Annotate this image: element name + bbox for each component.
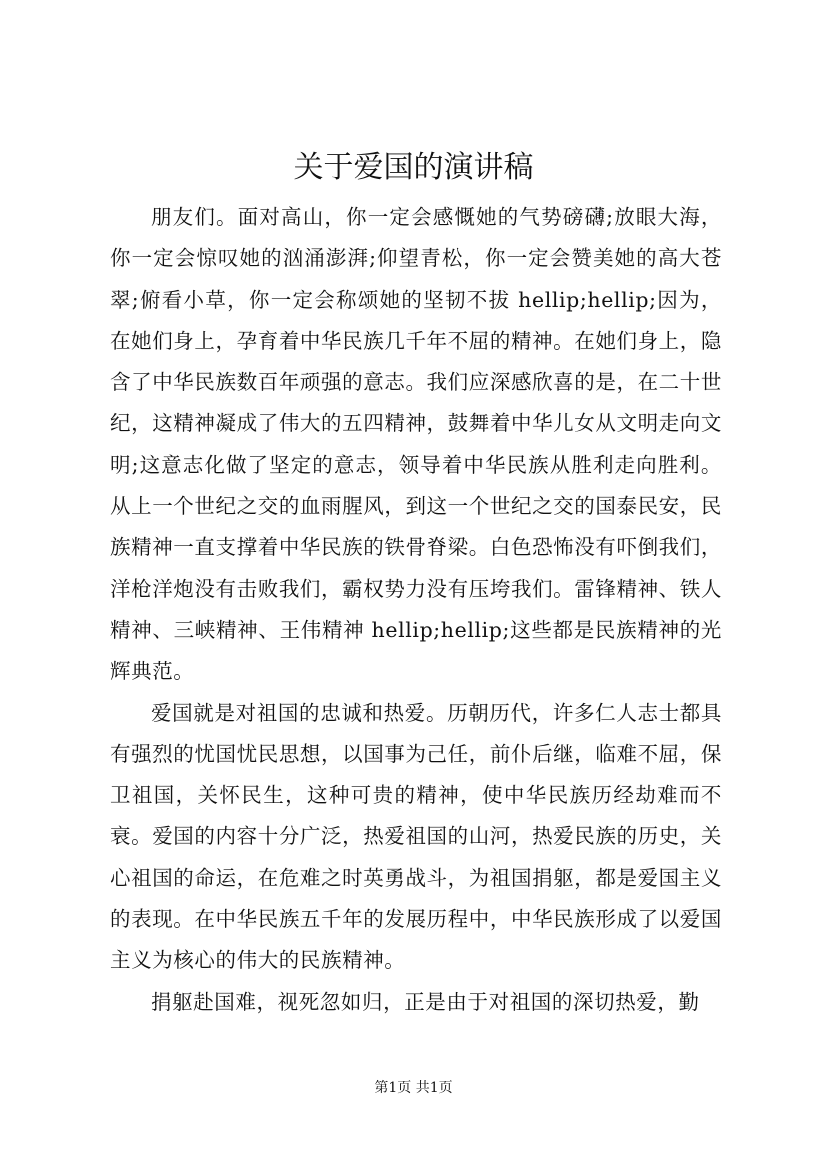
paragraph-2: 爱国就是对祖国的忠诚和热爱。历朝历代，许多仁人志士都具有强烈的忧国忧民思想，以国事为己任，前仆后继，临难不屈，保卫祖国，关怀民生，这种可贵的精神，使中华民族历经劫难而不衰。爱国的内容十分广泛，热爱祖国的山河，热爱民族的历史，关心祖国的命运，在危难之时英勇战斗，为祖国捐躯，都是爱国主义的表现。在中华民族五千年的发展历程中，中华民族形成了以爱国主义为核心的伟大的民族精神。 bbox=[110, 700, 722, 973]
document-title: 关于爱国的演讲稿 bbox=[293, 150, 534, 185]
document-body bbox=[110, 197, 722, 1023]
paragraph-3: 捐躯赴国难，视死忽如归，正是由于对祖国的深切热爱，勤 bbox=[151, 989, 700, 1014]
paragraph-1: 朋友们。面对高山，你一定会感慨她的气势磅礴;放眼大海，你一定会惊叹她的汹涌澎湃;仰望青松，你一定会赞美她的高大苍翠;俯看小草，你一定会称颂她的坚韧不拔 hellip;hellip;因为，在她们身上，孕育着中华民族几千年不屈的精神。在她们身上，隐含了中华民族数百年顽强的意志。我们应深感欣喜的是，在二十世纪，这精神凝成了伟大的五四精神，鼓舞着中华儿女从文明走向文明;这意志化做了坚定的意志，领导着中华民族从胜利走向胜利。从上一个世纪之交的血雨腥风，到这一个世纪之交的国泰民安，民族精神一直支撑着中华民族的铁骨脊梁。白色恐怖没有吓倒我们，洋枪洋炮没有击败我们，霸权势力没有压垮我们。雷锋精神、铁人精神、三峡精神、王伟精神 hellip;hellip;这些都是民族精神的光辉典范。 bbox=[110, 205, 722, 684]
page-footer: 第1页 共1页 bbox=[374, 1080, 453, 1096]
